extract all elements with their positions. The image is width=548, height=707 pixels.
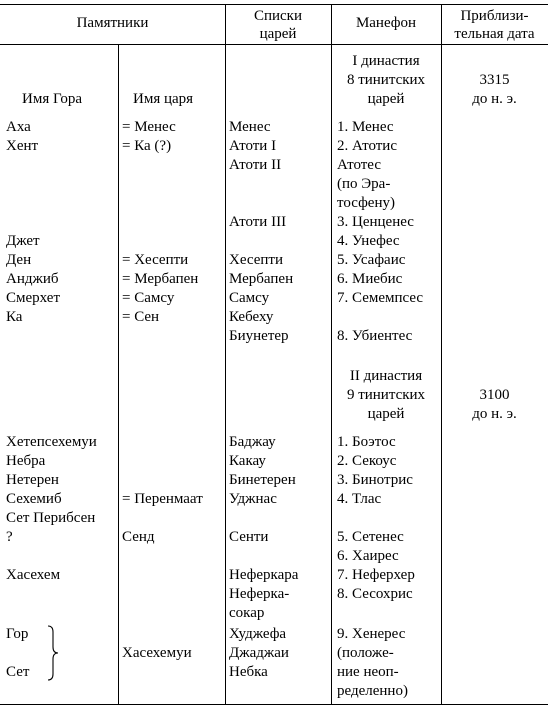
horus-name-cell: Сет: [6, 664, 30, 680]
header-king-lists: [225, 7, 331, 43]
king-list-cell: Менес: [229, 119, 271, 135]
manetho-cell: 8. Сесохрис: [337, 586, 413, 602]
header-manetho: Манефон: [355, 15, 417, 31]
dynasty-1-title-line2: 8 тинитских: [346, 72, 426, 88]
manetho-cell: 9. Хенерес: [337, 626, 406, 642]
header-king-lists-line1: Списки: [253, 8, 303, 24]
dynasty-1-title-line3: царей: [367, 91, 405, 107]
king-list-cell: Биунетер: [229, 328, 289, 344]
manetho-cell: 1. Боэтос: [337, 434, 396, 450]
dynasty-1-date-era: до н. э.: [472, 91, 517, 107]
column-divider-2: [225, 4, 226, 704]
king-list-cell: Небка: [229, 664, 268, 680]
manetho-cell: 1. Менес: [337, 119, 394, 135]
horus-name-cell: Сет Перибсен: [6, 510, 96, 526]
column-divider-3: [331, 4, 332, 704]
horus-name-cell: Небра: [6, 453, 46, 469]
horus-name-cell: Аха: [6, 119, 31, 135]
king-list-cell: Атоти III: [229, 214, 287, 230]
king-list-cell: Атоти II: [229, 157, 282, 173]
horus-name-cell: Нетерен: [6, 472, 59, 488]
king-name-cell: = Ка (?): [122, 138, 172, 154]
dynasty-2-title-line3: царей: [367, 406, 405, 422]
manetho-cell: 2. Атотис: [337, 138, 397, 154]
king-list-cell: Джаджаи: [229, 645, 289, 661]
horus-name-cell: Смерхет: [6, 290, 60, 306]
table-bottom-rule: [0, 704, 548, 705]
king-name-cell: = Сен: [122, 309, 160, 325]
manetho-cell: 4. Унефес: [337, 233, 400, 249]
king-name-cell: = Перенмаат: [122, 491, 203, 507]
king-list-cell: Кебеху: [229, 309, 274, 325]
king-list-cell: Самсу: [229, 290, 270, 306]
manetho-cell: 6. Хаирес: [337, 548, 399, 564]
manetho-cell: 8. Убиентес: [337, 328, 413, 344]
king-list-cell: Уджнас: [229, 491, 277, 507]
dynasty-2-title-line1: II династия: [349, 368, 423, 384]
king-list-cell: Атоти I: [229, 138, 277, 154]
horus-name-cell: Хасехем: [6, 567, 61, 583]
king-list-cell: Неферкара: [229, 567, 299, 583]
manetho-cell: 3. Бинотрис: [337, 472, 413, 488]
subheader-horus-name: Имя Гора: [22, 91, 82, 107]
king-name-cell: Сенд: [122, 529, 155, 545]
king-list-cell: Баджау: [229, 434, 276, 450]
manetho-cell: (по Эра-: [337, 176, 391, 192]
king-name-cell: Хасехемуи: [122, 645, 192, 661]
dynasty-1-title-line1: I династия: [352, 53, 420, 69]
manetho-cell: ние неоп-: [337, 664, 399, 680]
horus-name-cell: Хетепсехемуи: [6, 434, 97, 450]
header-king-lists-line2: царей: [259, 26, 297, 42]
dynasty-2-date-year: 3100: [479, 387, 510, 403]
header-approx-date-line1: Приблизи-: [460, 8, 529, 24]
horus-seth-brace: [46, 625, 60, 681]
manetho-cell: 7. Неферхер: [337, 567, 415, 583]
column-divider-1: [118, 44, 119, 704]
column-divider-4: [441, 4, 442, 704]
horus-name-cell: Ка: [6, 309, 23, 325]
header-bottom-rule: [0, 44, 548, 45]
king-name-cell: = Мербапен: [122, 271, 199, 287]
manetho-cell: 7. Семемпсес: [337, 290, 424, 306]
dynasty-1-title: [331, 52, 441, 109]
king-list-cell: Бинетерен: [229, 472, 296, 488]
dynasty-1-date-year: 3315: [479, 72, 510, 88]
manetho-cell: Атотес: [337, 157, 381, 173]
king-name-cell: = Менес: [122, 119, 176, 135]
horus-name-cell: Ден: [6, 252, 32, 268]
dynasty-2-date-era: до н. э.: [472, 406, 517, 422]
dynasty-2-title-line2: 9 тинитских: [346, 387, 426, 403]
manetho-cell: 5. Сетенес: [337, 529, 404, 545]
horus-name-cell: Джет: [6, 233, 40, 249]
king-name-cell: = Хесепти: [122, 252, 189, 268]
dynasty-2-date: [441, 386, 548, 424]
king-list-cell: Мербапен: [229, 271, 294, 287]
header-approx-date-line2: тельная дата: [454, 26, 535, 42]
king-list-cell: Сенти: [229, 529, 269, 545]
manetho-cell: (положе-: [337, 645, 394, 661]
king-list-cell: Хесепти: [229, 252, 283, 268]
manetho-cell: ределенно): [337, 683, 408, 699]
header-monuments: Памятники: [76, 15, 149, 31]
table-top-rule: [0, 4, 548, 5]
manetho-cell: 3. Ценценес: [337, 214, 414, 230]
manetho-cell: 2. Секоус: [337, 453, 397, 469]
manetho-cell: 6. Миебис: [337, 271, 403, 287]
king-list-cell: Неферка-: [229, 586, 290, 602]
manetho-cell: тосфену): [337, 195, 395, 211]
dynasty-2-title: [331, 367, 441, 424]
horus-name-cell: Гор: [6, 626, 29, 642]
horus-name-cell: Анджиб: [6, 271, 59, 287]
manetho-cell: 5. Усафаис: [337, 252, 406, 268]
dynasty-1-date: [441, 71, 548, 109]
king-list-cell: Какау: [229, 453, 266, 469]
subheader-king-name: Имя царя: [133, 91, 194, 107]
king-list-cell: сокар: [229, 605, 265, 621]
king-list-cell: Худжефа: [229, 626, 287, 642]
horus-name-cell: Сехемиб: [6, 491, 62, 507]
header-approx-date: [441, 7, 548, 43]
king-name-cell: = Самсу: [122, 290, 175, 306]
horus-name-cell: Хент: [6, 138, 39, 154]
horus-name-cell: ?: [6, 529, 13, 545]
manetho-cell: 4. Тлас: [337, 491, 382, 507]
